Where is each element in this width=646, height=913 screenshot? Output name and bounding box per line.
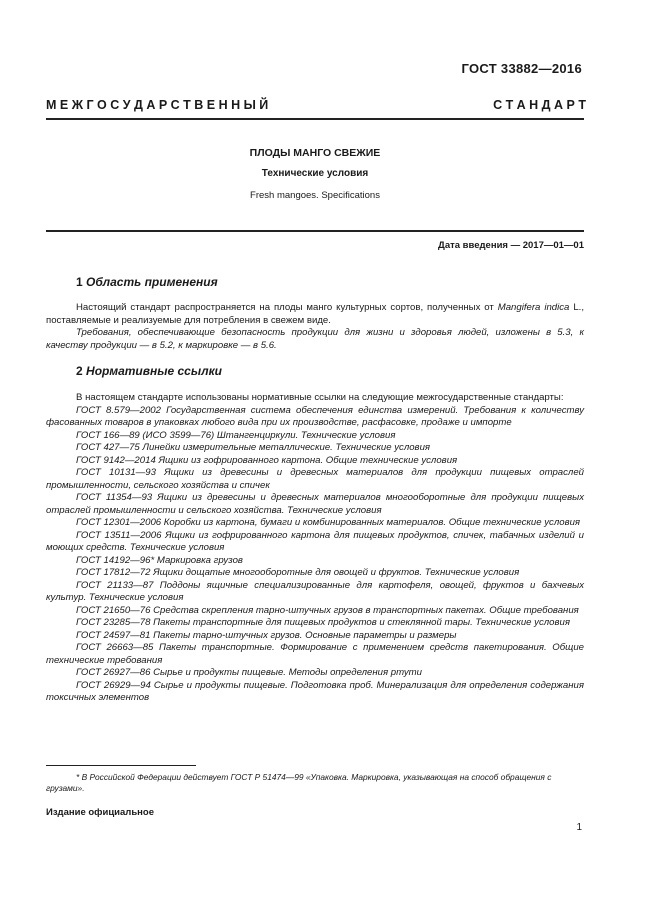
section-1-body	[46, 302, 584, 352]
standard-banner	[46, 98, 586, 112]
document-title-english: Fresh mangoes. Specifications	[250, 190, 380, 201]
reference-item: ГОСТ 23285—78 Пакеты транспортные для пищевых продуктов и стеклянной тары. Технические условия	[76, 617, 570, 628]
footnote-rule	[46, 765, 196, 766]
section-2-body	[46, 392, 584, 705]
section-1-heading	[76, 275, 218, 289]
introduction-date: Дата введения — 2017—01—01	[438, 240, 584, 251]
reference-item: ГОСТ 166—89 (ИСО 3599—76) Штангенциркули. Технические условия	[76, 429, 396, 441]
reference-item: ГОСТ 14192—96* Маркировка грузов	[76, 554, 243, 566]
document-subtitle: Технические условия	[261, 168, 369, 179]
paragraph	[46, 302, 584, 327]
reference-item: ГОСТ 21133—87 Поддоны ящичные специализированные для картофеля, овощей, фруктов и бахчевых культур. Технические условия	[46, 579, 584, 603]
reference-item: ГОСТ 21650—76 Средства скрепления тарно-штучных грузов в транспортных пакетах. Общие требования	[76, 604, 579, 616]
footnote-text: * В Российской Федерации действует ГОСТ Р 51474—99 «Упаковка. Маркировка, указывающая на способ обращения с грузами».	[46, 772, 552, 793]
reference-item: ГОСТ 427—75 Линейки измерительные металлические. Технические условия	[76, 442, 431, 453]
species-name: Mangifera indica	[497, 302, 570, 313]
page-number: 1	[576, 822, 582, 833]
section-title: Нормативные ссылки	[86, 364, 222, 378]
references-list	[46, 405, 584, 705]
text-run: L., поставляемые и реализуемые для потребления в свежем виде.	[46, 302, 584, 326]
title-rule	[46, 230, 584, 232]
reference-item: ГОСТ 8.579—2002 Государственная система обеспечения единства измерений. Требования к количеству фасованных товаров в упаковках любого вида при их производстве, расфасовке, продаже и импорте	[46, 404, 584, 428]
text-run: Настоящий стандарт распространяется на плоды манго культурных сортов, полученных от	[76, 302, 498, 313]
reference-item: ГОСТ 10131—93 Ящики из древесины и древесных материалов для продукции пищевых отраслей промышленности, сельского хозяйства и спичек	[46, 467, 584, 491]
section-number: 2	[76, 364, 83, 378]
reference-item: ГОСТ 26663—85 Пакеты транспортные. Формирование с применением средств пакетирования. Общие технические требования	[46, 642, 584, 666]
reference-item: ГОСТ 9142—2014 Ящики из гофрированного картона. Общие технические условия	[76, 454, 458, 466]
reference-item: ГОСТ 17812—72 Ящики дощатые многооборотные для овощей и фруктов. Технические условия	[76, 567, 520, 578]
banner-left: М Е Ж Г О С У Д А Р С Т В Е Н Н Ы Й	[46, 98, 269, 112]
footnote	[46, 772, 584, 794]
section-number: 1	[76, 275, 83, 289]
document-number: ГОСТ 33882—2016	[461, 61, 582, 76]
reference-item: ГОСТ 12301—2006 Коробки из картона, бумаги и комбинированных материалов. Общие технические условия	[76, 517, 581, 528]
reference-item: ГОСТ 11354—93 Ящики из древесины и древесных материалов многооборотные для продукции пищевых отраслей промышленности и сельского хозяйства. Технические условия	[46, 492, 584, 516]
reference-item: ГОСТ 26927—86 Сырье и продукты пищевые. Методы определения ртути	[76, 667, 422, 678]
document-title: ПЛОДЫ МАНГО СВЕЖИЕ	[249, 147, 381, 159]
section-2-heading	[76, 364, 222, 378]
reference-item: ГОСТ 13511—2006 Ящики из гофрированного картона для пищевых продуктов, спичек, табачных изделий и моющих средств. Технические условия	[46, 529, 584, 553]
header-rule	[46, 118, 584, 120]
banner-right: С Т А Н Д А Р Т	[493, 98, 586, 112]
edition-label: Издание официальное	[46, 807, 154, 818]
paragraph: В настоящем стандарте использованы нормативные ссылки на следующие межгосударственные стандарты:	[76, 392, 564, 403]
reference-item: ГОСТ 26929—94 Сырье и продукты пищевые. Подготовка проб. Минерализация для определения содержания токсичных элементов	[46, 679, 584, 703]
paragraph: Требования, обеспечивающие безопасность продукции для жизни и здоровья людей, изложены в 5.3, к качеству продукции — в 5.2, к маркировке — в 5.6.	[46, 327, 584, 351]
reference-item: ГОСТ 24597—81 Пакеты тарно-штучных грузов. Основные параметры и размеры	[76, 629, 457, 641]
section-title: Область применения	[86, 275, 218, 289]
